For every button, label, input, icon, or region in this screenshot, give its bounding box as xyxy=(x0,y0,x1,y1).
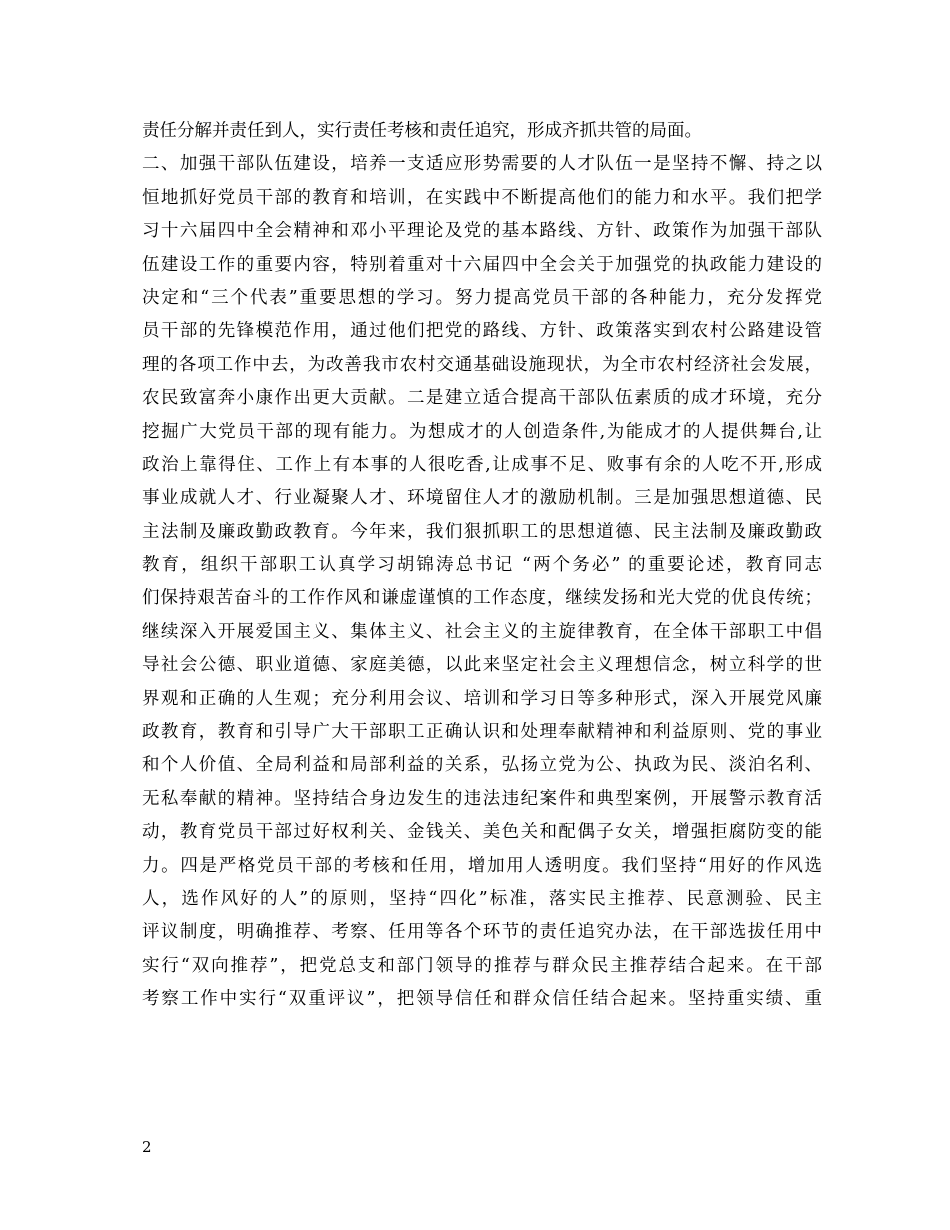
page-number: 2 xyxy=(142,1138,152,1156)
text-line: 政教育，教育和引导广大干部职工正确认识和处理奉献精神和利益原则、党的事业 xyxy=(142,722,822,743)
text-line: 主法制及廉政勤政教育。今年来，我们狠抓职工的思想道德、民主法制及廉政勤政 xyxy=(142,521,822,542)
text-line: 导社会公德、职业道德、家庭美德，以此来坚定社会主义理想信念，树立科学的世 xyxy=(142,655,822,676)
text-line: 动，教育党员干部过好权利关、金钱关、美色关和配偶子女关，增强拒腐防变的能 xyxy=(142,822,822,843)
text-line: 们保持艰苦奋斗的工作作风和谦虚谨慎的工作态度，继续发扬和光大党的优良传统； xyxy=(142,588,822,609)
text-line: 考察工作中实行“双重评议”，把领导信任和群众信任结合起来。坚持重实绩、重 xyxy=(142,989,822,1010)
text-line: 继续深入开展爱国主义、集体主义、社会主义的主旋律教育，在全体干部职工中倡 xyxy=(142,621,822,642)
text-line: 恒地抓好党员干部的教育和培训，在实践中不断提高他们的能力和水平。我们把学 xyxy=(142,187,822,208)
text-line: 界观和正确的人生观；充分利用会议、培训和学习日等多种形式，深入开展党风廉 xyxy=(142,688,822,709)
text-line: 农民致富奔小康作出更大贡献。二是建立适合提高干部队伍素质的成才环境，充分 xyxy=(142,388,822,409)
text-line: 和个人价值、全局利益和局部利益的关系，弘扬立党为公、执政为民、淡泊名利、 xyxy=(142,755,822,776)
text-line: 伍建设工作的重要内容，特别着重对十六届四中全会关于加强党的执政能力建设的 xyxy=(142,254,822,275)
text-line: 人，选作风好的人”的原则，坚持“四化”标准，落实民主推荐、民意测验、民主 xyxy=(142,888,822,909)
text-line: 决定和“三个代表”重要思想的学习。努力提高党员干部的各种能力，充分发挥党 xyxy=(142,287,822,308)
body-text xyxy=(142,115,822,1017)
text-line: 事业成就人才、行业凝聚人才、环境留住人才的激励机制。三是加强思想道德、民 xyxy=(142,488,822,509)
text-line: 实行“双向推荐”，把党总支和部门领导的推荐与群众民主推荐结合起来。在干部 xyxy=(142,955,822,976)
text-line: 力。四是严格党员干部的考核和任用，增加用人透明度。我们坚持“用好的作风选 xyxy=(142,855,822,876)
text-line: 习十六届四中全会精神和邓小平理论及党的基本路线、方针、政策作为加强干部队 xyxy=(142,221,822,242)
text-line: 无私奉献的精神。坚持结合身边发生的违法违纪案件和典型案例，开展警示教育活 xyxy=(142,788,822,809)
text-line: 政治上靠得住、工作上有本事的人很吃香,让成事不足、败事有余的人吃不开,形成 xyxy=(142,454,822,475)
text-line: 评议制度，明确推荐、考察、任用等各个环节的责任追究办法，在干部选拔任用中 xyxy=(142,922,822,943)
text-line: 教育，组织干部职工认真学习胡锦涛总书记 “两个务必” 的重要论述，教育同志 xyxy=(142,555,822,576)
text-line: 理的各项工作中去，为改善我市农村交通基础设施现状，为全市农村经济社会发展， xyxy=(142,354,822,375)
text-line: 责任分解并责任到人，实行责任考核和责任追究，形成齐抓共管的局面。 xyxy=(142,121,702,141)
text-line: 挖掘广大党员干部的现有能力。为想成才的人创造条件,为能成才的人提供舞台,让 xyxy=(142,421,822,442)
text-line: 员干部的先锋模范作用，通过他们把党的路线、方针、政策落实到农村公路建设管 xyxy=(142,321,822,342)
text-line: 二、加强干部队伍建设，培养一支适应形势需要的人才队伍一是坚持不懈、持之以 xyxy=(142,154,822,175)
